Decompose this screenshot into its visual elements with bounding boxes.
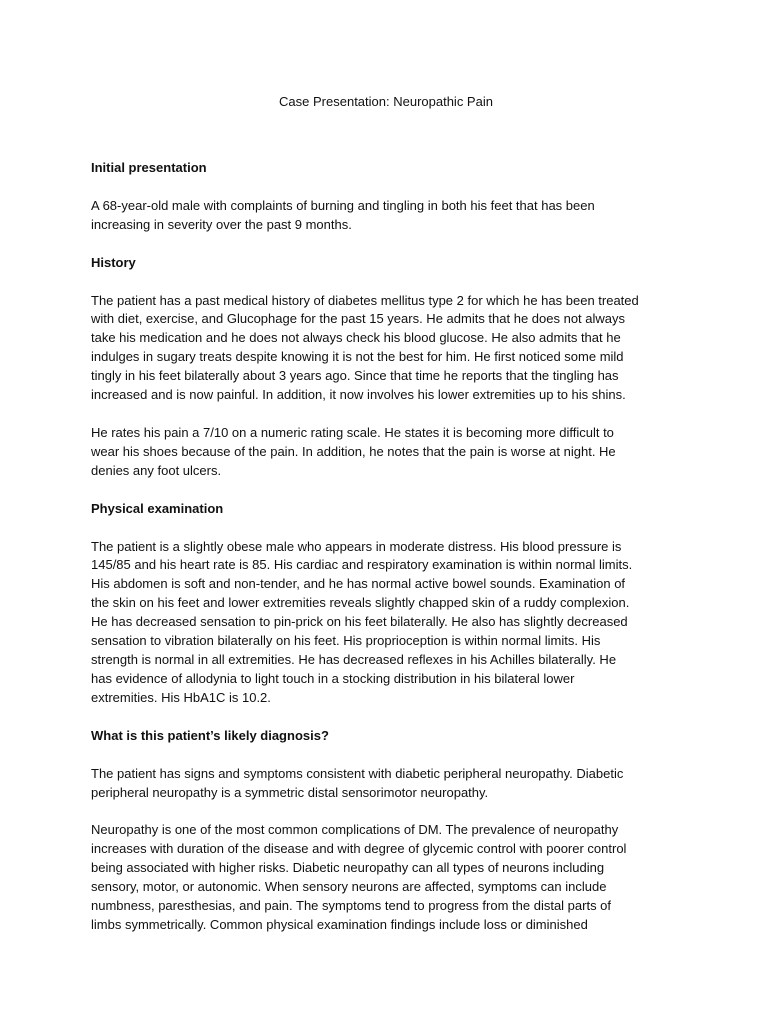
spacer: [91, 802, 681, 821]
spacer: [91, 519, 681, 538]
paragraph-line: sensation to vibration bilaterally on his feet. His proprioception is within normal limits. His: [91, 633, 601, 649]
paragraph-line: 145/85 and his heart rate is 85. His cardiac and respiratory examination is within normal limits.: [91, 557, 633, 573]
paragraph-line: indulges in sugary treats despite knowing it is not the best for him. He first noticed some mild: [91, 349, 624, 365]
section-heading: Initial presentation: [91, 159, 207, 175]
paragraph-line: He rates his pain a 7/10 on a numeric rating scale. He states it is becoming more difficult to: [91, 424, 614, 440]
paragraph-line: increasing in severity over the past 9 months.: [91, 216, 352, 232]
paragraph: [91, 821, 681, 934]
spacer: [91, 273, 681, 292]
spacer: [91, 746, 681, 765]
section-heading: History: [91, 254, 136, 270]
spacer: [91, 235, 681, 254]
spacer: [91, 708, 681, 727]
spacer: [91, 178, 681, 197]
paragraph: [91, 424, 681, 481]
paragraph-line: increases with duration of the disease and with degree of glycemic control with poorer control: [91, 841, 627, 857]
sections-container: [91, 159, 681, 935]
paragraph: [91, 538, 681, 708]
paragraph-line: A 68-year-old male with complaints of burning and tingling in both his feet that has been: [91, 197, 595, 213]
paragraph-line: the skin on his feet and lower extremities reveals slightly chapped skin of a ruddy complexion.: [91, 595, 630, 611]
paragraph-line: being associated with higher risks. Diabetic neuropathy can all types of neurons including: [91, 860, 605, 876]
paragraph-line: numbness, paresthesias, and pain. The symptoms tend to progress from the distal parts of: [91, 898, 612, 914]
paragraph-line: has evidence of allodynia to light touch in a stocking distribution in his bilateral lower: [91, 670, 575, 686]
spacer: [91, 405, 681, 424]
document-body: [91, 93, 681, 935]
paragraph-line: His abdomen is soft and non-tender, and he has normal active bowel sounds. Examination of: [91, 576, 626, 592]
paragraph-line: increased and is now painful. In addition, it now involves his lower extremities up to his shins.: [91, 387, 626, 403]
paragraph-line: peripheral neuropathy is a symmetric distal sensorimotor neuropathy.: [91, 784, 489, 800]
paragraph: [91, 197, 681, 235]
paragraph-line: wear his shoes because of the pain. In addition, he notes that the pain is worse at night. He: [91, 443, 616, 459]
paragraph-line: The patient has a past medical history of diabetes mellitus type 2 for which he has been treated: [91, 292, 639, 308]
paragraph-line: denies any foot ulcers.: [91, 462, 222, 478]
paragraph-line: limbs symmetrically. Common physical examination findings include loss or diminished: [91, 916, 588, 932]
paragraph-line: strength is normal in all extremities. He has decreased reflexes in his Achilles bilaterally. He: [91, 652, 617, 668]
paragraph-line: with diet, exercise, and Glucophage for the past 15 years. He admits that he does not always: [91, 311, 626, 327]
section-heading: What is this patient’s likely diagnosis?: [91, 727, 329, 743]
paragraph-line: The patient is a slightly obese male who appears in moderate distress. His blood pressure is: [91, 538, 622, 554]
paragraph: [91, 765, 681, 803]
paragraph-line: Neuropathy is one of the most common complications of DM. The prevalence of neuropathy: [91, 822, 619, 838]
paragraph-line: The patient has signs and symptoms consistent with diabetic peripheral neuropathy. Diabetic: [91, 765, 624, 781]
document-title: Case Presentation: Neuropathic Pain: [279, 94, 493, 109]
section-heading: Physical examination: [91, 500, 224, 516]
spacer: [91, 112, 681, 159]
paragraph-line: take his medication and he does not always check his blood glucose. He also admits that he: [91, 330, 621, 346]
paragraph-line: sensory, motor, or autonomic. When sensory neurons are affected, symptoms can include: [91, 879, 607, 895]
paragraph-line: extremities. His HbA1C is 10.2.: [91, 689, 271, 705]
spacer: [91, 481, 681, 500]
paragraph: [91, 292, 681, 405]
paragraph-line: tingly in his feet bilaterally about 3 years ago. Since that time he reports that the tingling has: [91, 368, 619, 384]
paragraph-line: He has decreased sensation to pin-prick on his feet bilaterally. He also has slightly decreased: [91, 614, 628, 630]
